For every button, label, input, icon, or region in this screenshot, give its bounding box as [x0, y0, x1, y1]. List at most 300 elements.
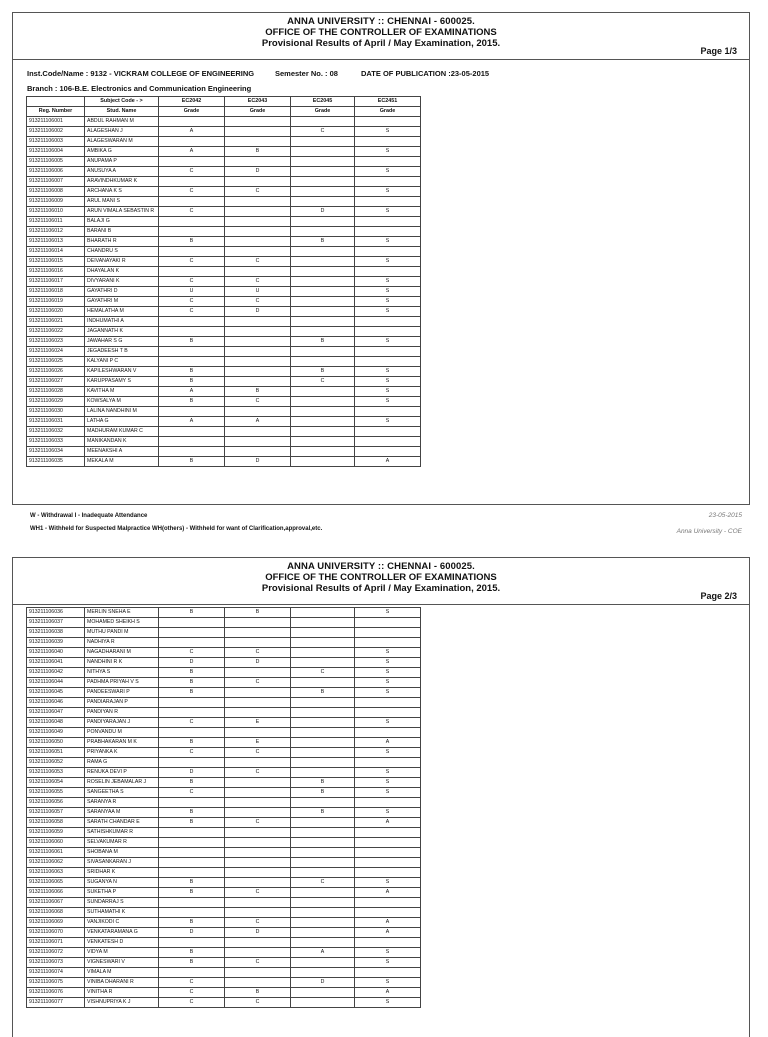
grade-cell [225, 758, 291, 768]
student-name-cell: NITHYA S [85, 668, 159, 678]
grade-cell [225, 858, 291, 868]
grade-cell: A [355, 888, 421, 898]
table-row [27, 908, 421, 918]
university-title: ANNA UNIVERSITY :: CHENNAI - 600025. [287, 561, 475, 572]
page-number: Page 1/3 [700, 46, 737, 56]
table-row [27, 728, 421, 738]
grade-cell [291, 177, 355, 187]
grade-cell [291, 628, 355, 638]
reg-number-cell: 913211106022 [27, 327, 85, 337]
reg-number-cell: 913211106010 [27, 207, 85, 217]
grade-cell: S [355, 237, 421, 247]
grade-cell [291, 317, 355, 327]
table-row [27, 217, 421, 227]
grade-cell: C [159, 988, 225, 998]
student-name-cell: INDHUMATHI A [85, 317, 159, 327]
grade-cell [225, 327, 291, 337]
grade-cell: S [355, 608, 421, 618]
table-row [27, 367, 421, 377]
grade-cell: D [291, 978, 355, 988]
grade-cell [291, 347, 355, 357]
grade-cell: S [355, 668, 421, 678]
grade-cell: C [225, 297, 291, 307]
reg-number-cell: 913211106023 [27, 337, 85, 347]
reg-number-cell: 913211106013 [27, 237, 85, 247]
reg-number-cell: 913211106031 [27, 417, 85, 427]
grade-cell [291, 888, 355, 898]
grade-cell [225, 798, 291, 808]
grade-cell [159, 858, 225, 868]
publication-date: DATE OF PUBLICATION :23-05-2015 [361, 69, 490, 78]
grade-cell [225, 838, 291, 848]
table-row [27, 267, 421, 277]
grade-cell: A [355, 928, 421, 938]
grade-cell: C [225, 257, 291, 267]
reg-number-cell: 913211106035 [27, 457, 85, 467]
grade-cell: B [225, 988, 291, 998]
grade-cell [225, 117, 291, 127]
reg-number-cell: 913211106004 [27, 147, 85, 157]
grade-cell [291, 137, 355, 147]
grade-cell [291, 417, 355, 427]
student-name-cell: AMBIKA G [85, 147, 159, 157]
result-page-2 [12, 557, 750, 1037]
reg-number-cell: 913211106037 [27, 618, 85, 628]
grade-cell [355, 407, 421, 417]
grade-cell: S [355, 277, 421, 287]
exam-title: Provisional Results of April / May Examination, 2015. [261, 583, 501, 594]
student-name-cell: VENKATARAMANA G [85, 928, 159, 938]
grade-cell [159, 197, 225, 207]
reg-number-cell: 913211106067 [27, 898, 85, 908]
student-name-cell: BALAJI G [85, 217, 159, 227]
table-row [27, 718, 421, 728]
header-cell: Grade [355, 107, 421, 117]
grade-cell [225, 668, 291, 678]
grade-cell [225, 638, 291, 648]
grade-cell: B [225, 147, 291, 157]
grade-cell: B [225, 608, 291, 618]
grade-cell: S [355, 788, 421, 798]
grade-cell: B [291, 367, 355, 377]
student-name-cell: MOHAMED SHEIKH S [85, 618, 159, 628]
grade-cell: S [355, 778, 421, 788]
student-name-cell: VIMALA M [85, 968, 159, 978]
reg-number-cell: 913211106036 [27, 608, 85, 618]
office-title: OFFICE OF THE CONTROLLER OF EXAMINATIONS [265, 27, 497, 38]
table-row [27, 898, 421, 908]
grade-cell [291, 277, 355, 287]
header-cell: Reg. Number [27, 107, 85, 117]
grade-cell [225, 618, 291, 628]
grade-cell: A [225, 417, 291, 427]
table-row [27, 117, 421, 127]
grade-cell [225, 127, 291, 137]
table-header-row [27, 107, 421, 117]
grade-cell: C [159, 207, 225, 217]
grade-cell: C [225, 998, 291, 1008]
reg-number-cell: 913211106001 [27, 117, 85, 127]
student-name-cell: ARCHANA K S [85, 187, 159, 197]
grade-cell [355, 908, 421, 918]
grade-cell [355, 117, 421, 127]
grade-cell [291, 227, 355, 237]
grade-cell [355, 327, 421, 337]
table-row [27, 988, 421, 998]
grade-cell: B [159, 608, 225, 618]
table-row [27, 337, 421, 347]
grade-cell: S [355, 688, 421, 698]
reg-number-cell: 913211106024 [27, 347, 85, 357]
reg-number-cell: 913211106059 [27, 828, 85, 838]
grade-cell: C [225, 818, 291, 828]
grade-cell: B [159, 738, 225, 748]
grade-cell: B [159, 778, 225, 788]
grade-cell: A [355, 918, 421, 928]
grade-cell: S [355, 417, 421, 427]
grade-cell [291, 968, 355, 978]
grade-cell: B [291, 788, 355, 798]
grade-cell [225, 177, 291, 187]
grade-cell: A [159, 387, 225, 397]
student-name-cell: VENKATESH D [85, 938, 159, 948]
reg-number-cell: 913211106014 [27, 247, 85, 257]
grade-cell: C [159, 998, 225, 1008]
grade-cell [291, 718, 355, 728]
grade-cell [355, 898, 421, 908]
grade-cell: S [355, 648, 421, 658]
grade-cell [159, 137, 225, 147]
grade-cell: C [291, 377, 355, 387]
table-row [27, 688, 421, 698]
grade-cell [291, 728, 355, 738]
grade-cell: S [355, 658, 421, 668]
header-cell: EC2045 [291, 97, 355, 107]
student-name-cell: SARANYA R [85, 798, 159, 808]
reg-number-cell: 913211106047 [27, 708, 85, 718]
table-row [27, 658, 421, 668]
grade-cell: S [355, 678, 421, 688]
reg-number-cell: 913211106032 [27, 427, 85, 437]
reg-number-cell: 913211106058 [27, 818, 85, 828]
grade-cell [159, 628, 225, 638]
student-name-cell: ANUPAMA P [85, 157, 159, 167]
table-row [27, 357, 421, 367]
table-row [27, 638, 421, 648]
grade-cell: B [291, 778, 355, 788]
reg-number-cell: 913211106068 [27, 908, 85, 918]
reg-number-cell: 913211106060 [27, 838, 85, 848]
student-name-cell: MEKALA M [85, 457, 159, 467]
table-row [27, 918, 421, 928]
grade-cell [159, 848, 225, 858]
grade-cell [225, 407, 291, 417]
student-name-cell: HEMALATHA M [85, 307, 159, 317]
grade-cell [291, 938, 355, 948]
reg-number-cell: 913211106003 [27, 137, 85, 147]
grade-cell [291, 988, 355, 998]
table-row [27, 778, 421, 788]
grade-cell: D [225, 167, 291, 177]
grade-cell [291, 638, 355, 648]
grade-cell: U [159, 287, 225, 297]
student-name-cell: NAGADHARANI M [85, 648, 159, 658]
grade-cell: A [159, 127, 225, 137]
reg-number-cell: 913211106011 [27, 217, 85, 227]
student-name-cell: VISHNUPRIYA K J [85, 998, 159, 1008]
grade-cell [355, 447, 421, 457]
reg-number-cell: 913211106012 [27, 227, 85, 237]
student-name-cell: DHAYALAN K [85, 267, 159, 277]
grade-cell [225, 367, 291, 377]
grade-cell [291, 838, 355, 848]
table-row [27, 708, 421, 718]
student-name-cell: RENUKA DEVI P [85, 768, 159, 778]
grade-cell [225, 217, 291, 227]
table-row [27, 187, 421, 197]
table-row [27, 838, 421, 848]
reg-number-cell: 913211106071 [27, 938, 85, 948]
grade-cell: B [159, 337, 225, 347]
reg-number-cell: 913211106055 [27, 788, 85, 798]
reg-number-cell: 913211106042 [27, 668, 85, 678]
grade-cell [159, 247, 225, 257]
university-title: ANNA UNIVERSITY :: CHENNAI - 600025. [287, 16, 475, 27]
grade-cell [291, 247, 355, 257]
grade-cell [291, 958, 355, 968]
table-row [27, 397, 421, 407]
reg-number-cell: 913211106045 [27, 688, 85, 698]
grade-cell [355, 247, 421, 257]
table-row [27, 808, 421, 818]
grade-cell [291, 387, 355, 397]
grade-cell [291, 307, 355, 317]
grade-cell [159, 177, 225, 187]
grade-cell [225, 247, 291, 257]
grade-cell [291, 918, 355, 928]
grade-cell: S [355, 167, 421, 177]
reg-number-cell: 913211106075 [27, 978, 85, 988]
header-cell: EC2042 [159, 97, 225, 107]
table-row [27, 828, 421, 838]
reg-number-cell: 913211106048 [27, 718, 85, 728]
grade-cell [355, 157, 421, 167]
student-name-cell: DEIVANAYAKI R [85, 257, 159, 267]
grade-cell [291, 187, 355, 197]
grade-cell [225, 938, 291, 948]
grade-cell [355, 758, 421, 768]
table-row [27, 938, 421, 948]
grade-cell [291, 848, 355, 858]
student-name-cell: ANUSUYA A [85, 167, 159, 177]
grade-cell [291, 898, 355, 908]
grade-cell: C [225, 748, 291, 758]
table-row [27, 417, 421, 427]
table-row [27, 748, 421, 758]
student-name-cell: JAGANNATH K [85, 327, 159, 337]
grade-cell: C [225, 768, 291, 778]
grade-cell: D [225, 658, 291, 668]
header-cell: Grade [159, 107, 225, 117]
header-cell: Subject Code - > [85, 97, 159, 107]
grade-cell: C [159, 277, 225, 287]
table-row [27, 127, 421, 137]
reg-number-cell: 913211106056 [27, 798, 85, 808]
reg-number-cell: 913211106076 [27, 988, 85, 998]
grade-cell [159, 357, 225, 367]
grade-cell [355, 217, 421, 227]
grade-cell [225, 447, 291, 457]
grade-cell: C [159, 648, 225, 658]
grade-cell: B [159, 678, 225, 688]
grade-cell [291, 828, 355, 838]
grade-cell [291, 658, 355, 668]
grade-cell: B [291, 808, 355, 818]
reg-number-cell: 913211106051 [27, 748, 85, 758]
grade-cell: S [355, 377, 421, 387]
grade-cell [159, 447, 225, 457]
grade-cell: B [159, 457, 225, 467]
student-name-cell: SARANYAA M [85, 808, 159, 818]
table-row [27, 297, 421, 307]
grade-cell: B [159, 948, 225, 958]
table-row [27, 968, 421, 978]
grade-cell: S [355, 387, 421, 397]
grade-cell [355, 848, 421, 858]
reg-number-cell: 913211106072 [27, 948, 85, 958]
grade-cell: A [355, 457, 421, 467]
grade-cell: B [159, 688, 225, 698]
reg-number-cell: 913211106066 [27, 888, 85, 898]
student-name-cell: SHOBANA M [85, 848, 159, 858]
reg-number-cell: 913211106069 [27, 918, 85, 928]
student-name-cell: ARUL MANI S [85, 197, 159, 207]
grade-cell: S [355, 748, 421, 758]
grade-cell: S [355, 257, 421, 267]
grade-cell [159, 227, 225, 237]
grade-cell [225, 898, 291, 908]
reg-number-cell: 913211106030 [27, 407, 85, 417]
grade-cell [159, 327, 225, 337]
student-name-cell: VIGNESWARI V [85, 958, 159, 968]
student-name-cell: PANDIARAJAN P [85, 698, 159, 708]
grade-cell: C [159, 978, 225, 988]
grade-cell: A [159, 147, 225, 157]
grade-cell [225, 978, 291, 988]
student-name-cell: PANDEESWARI P [85, 688, 159, 698]
reg-number-cell: 913211106007 [27, 177, 85, 187]
grade-cell: B [291, 688, 355, 698]
grade-cell [225, 237, 291, 247]
grade-cell [291, 768, 355, 778]
table-row [27, 958, 421, 968]
grade-cell: S [355, 207, 421, 217]
table-row [27, 237, 421, 247]
student-name-cell: SIVASANKARAN J [85, 858, 159, 868]
legend-withdrawal: W - Withdrawal I - Inadequate Attendance [30, 513, 148, 519]
grade-cell [291, 648, 355, 658]
grade-cell [159, 708, 225, 718]
table-row [27, 878, 421, 888]
grade-cell [291, 287, 355, 297]
grade-cell: S [355, 127, 421, 137]
grade-cell [355, 858, 421, 868]
grade-cell: D [159, 658, 225, 668]
grade-cell: B [159, 808, 225, 818]
student-name-cell: DIVYARANI K [85, 277, 159, 287]
grade-cell: B [159, 367, 225, 377]
grade-cell: D [159, 768, 225, 778]
grade-cell [291, 758, 355, 768]
student-name-cell: ARAVINDHKUMAR K [85, 177, 159, 187]
reg-number-cell: 913211106039 [27, 638, 85, 648]
table-row [27, 327, 421, 337]
student-name-cell: SANGEETHA S [85, 788, 159, 798]
table-row [27, 207, 421, 217]
grade-cell [291, 167, 355, 177]
grade-cell [225, 728, 291, 738]
grade-cell [291, 157, 355, 167]
reg-number-cell: 913211106027 [27, 377, 85, 387]
header-cell: Stud. Name [85, 107, 159, 117]
grade-cell: A [355, 738, 421, 748]
grade-cell: S [355, 287, 421, 297]
grade-cell [291, 928, 355, 938]
table-row [27, 177, 421, 187]
grade-cell: S [355, 948, 421, 958]
student-name-cell: PANDIYARAJAN J [85, 718, 159, 728]
grade-cell: B [159, 377, 225, 387]
grade-cell: E [225, 718, 291, 728]
table-row [27, 848, 421, 858]
grade-cell [355, 838, 421, 848]
reg-number-cell: 913211106050 [27, 738, 85, 748]
grade-cell: C [225, 648, 291, 658]
grade-cell [291, 407, 355, 417]
grade-cell [159, 908, 225, 918]
grade-cell [291, 708, 355, 718]
table-row [27, 277, 421, 287]
table-row [27, 427, 421, 437]
student-name-cell: MERLIN SNEHA E [85, 608, 159, 618]
reg-number-cell: 913211106005 [27, 157, 85, 167]
grade-cell [159, 427, 225, 437]
student-name-cell: ROSELIN JEBAMALAR J [85, 778, 159, 788]
grade-cell [355, 618, 421, 628]
grade-cell [291, 858, 355, 868]
grade-cell [291, 397, 355, 407]
grade-cell [159, 317, 225, 327]
grade-cell: B [291, 237, 355, 247]
grade-cell: S [355, 768, 421, 778]
reg-number-cell: 913211106018 [27, 287, 85, 297]
student-name-cell: ALAGESWARAN M [85, 137, 159, 147]
grade-cell [291, 197, 355, 207]
reg-number-cell: 913211106063 [27, 868, 85, 878]
grade-cell: S [355, 307, 421, 317]
grade-cell [291, 147, 355, 157]
grade-cell: B [291, 337, 355, 347]
table-row [27, 317, 421, 327]
grade-cell: S [355, 367, 421, 377]
grade-cell: C [159, 257, 225, 267]
grade-cell [355, 968, 421, 978]
grade-cell [225, 377, 291, 387]
grade-cell: S [355, 187, 421, 197]
student-name-cell: ARUN VIMALA SEBASTIN R [85, 207, 159, 217]
reg-number-cell: 913211106025 [27, 357, 85, 367]
grade-cell [225, 357, 291, 367]
